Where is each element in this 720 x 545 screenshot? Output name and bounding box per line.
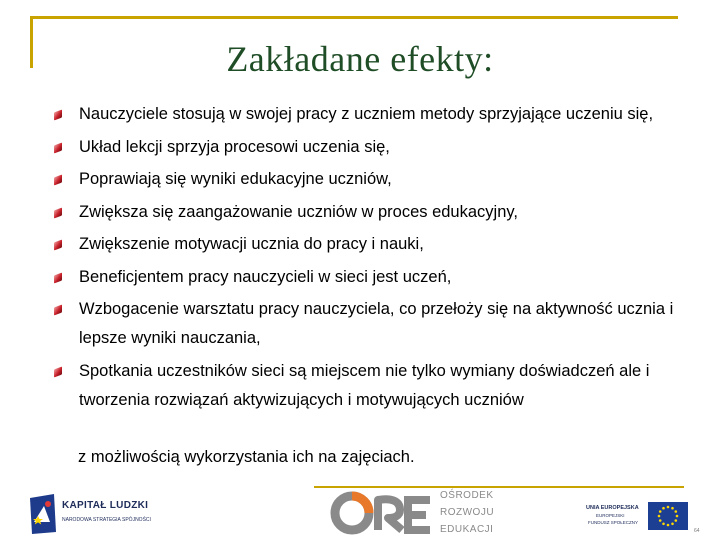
eu-line-3: FUNDUSZ SPOŁECZNY (588, 520, 639, 525)
eu-flag-icon (648, 502, 688, 530)
kapital-ludzki-subtitle: NARODOWA STRATEGIA SPÓJNOŚCI (62, 517, 151, 523)
ore-logo (330, 486, 495, 540)
bullet-text: Zwiększenie motywacji ucznia do pracy i nauki, (79, 235, 424, 253)
bullet-list (54, 100, 694, 418)
ore-line-3: EDUKACJI (440, 524, 494, 535)
bullet-item (54, 295, 694, 353)
bullet-item (54, 357, 694, 415)
bullet-text: Spotkania uczestników sieci są miejscem nie tylko wymiany doświadczeń ale i tworzenia rozwiązań aktywizujących i motywujących uczniów (79, 361, 650, 409)
bullet-item (54, 230, 694, 259)
bullet-continuation: z możliwością wykorzystania ich na zajęciach. (78, 448, 415, 466)
kapital-ludzki-name: KAPITAŁ LUDZKI (62, 500, 149, 511)
bullet-icon (54, 305, 62, 316)
bullet-icon (54, 142, 62, 153)
bullet-text: Zwiększa się zaangażowanie uczniów w proces edukacyjny, (79, 202, 518, 221)
bullet-icon (54, 272, 62, 283)
ore-logo-mark (330, 486, 436, 540)
bullet-item (54, 198, 694, 227)
eu-line-2: EUROPEJSKI (596, 513, 625, 518)
bullet-icon (54, 240, 62, 251)
bullet-item (54, 133, 694, 162)
ore-line-2: ROZWOJU (440, 507, 495, 518)
bullet-icon (54, 207, 62, 218)
bullet-text: Poprawiają się wyniki edukacyjne uczniów, (79, 170, 392, 188)
bullet-text: Wzbogacenie warsztatu pracy nauczyciela, co przełoży się na aktywność ucznia i lepsze wyniki nauczania, (79, 300, 674, 347)
frame-top-line (30, 16, 678, 19)
bullet-item (54, 100, 694, 129)
bullet-item (54, 263, 694, 292)
bullet-text: Układ lekcji sprzyja procesowi uczenia się, (79, 137, 390, 156)
ore-line-1: OŚRODEK (440, 490, 494, 501)
kapital-ludzki-emblem-icon (28, 492, 58, 536)
page-number: 64 (694, 528, 700, 534)
bullet-text: Nauczyciele stosują w swojej pracy z uczniem metody sprzyjające uczeniu się, (79, 105, 654, 123)
bullet-text: Beneficjentem pracy nauczycieli w sieci jest uczeń, (79, 267, 452, 286)
slide-title: Zakładane efekty: (226, 39, 494, 79)
eu-line-1: UNIA EUROPEJSKA (586, 505, 639, 511)
bullet-icon (54, 366, 62, 377)
bullet-item (54, 165, 694, 194)
bullet-icon (54, 110, 62, 121)
bullet-icon (54, 175, 62, 186)
kapital-ludzki-logo (28, 492, 158, 536)
eu-logo (586, 500, 690, 536)
